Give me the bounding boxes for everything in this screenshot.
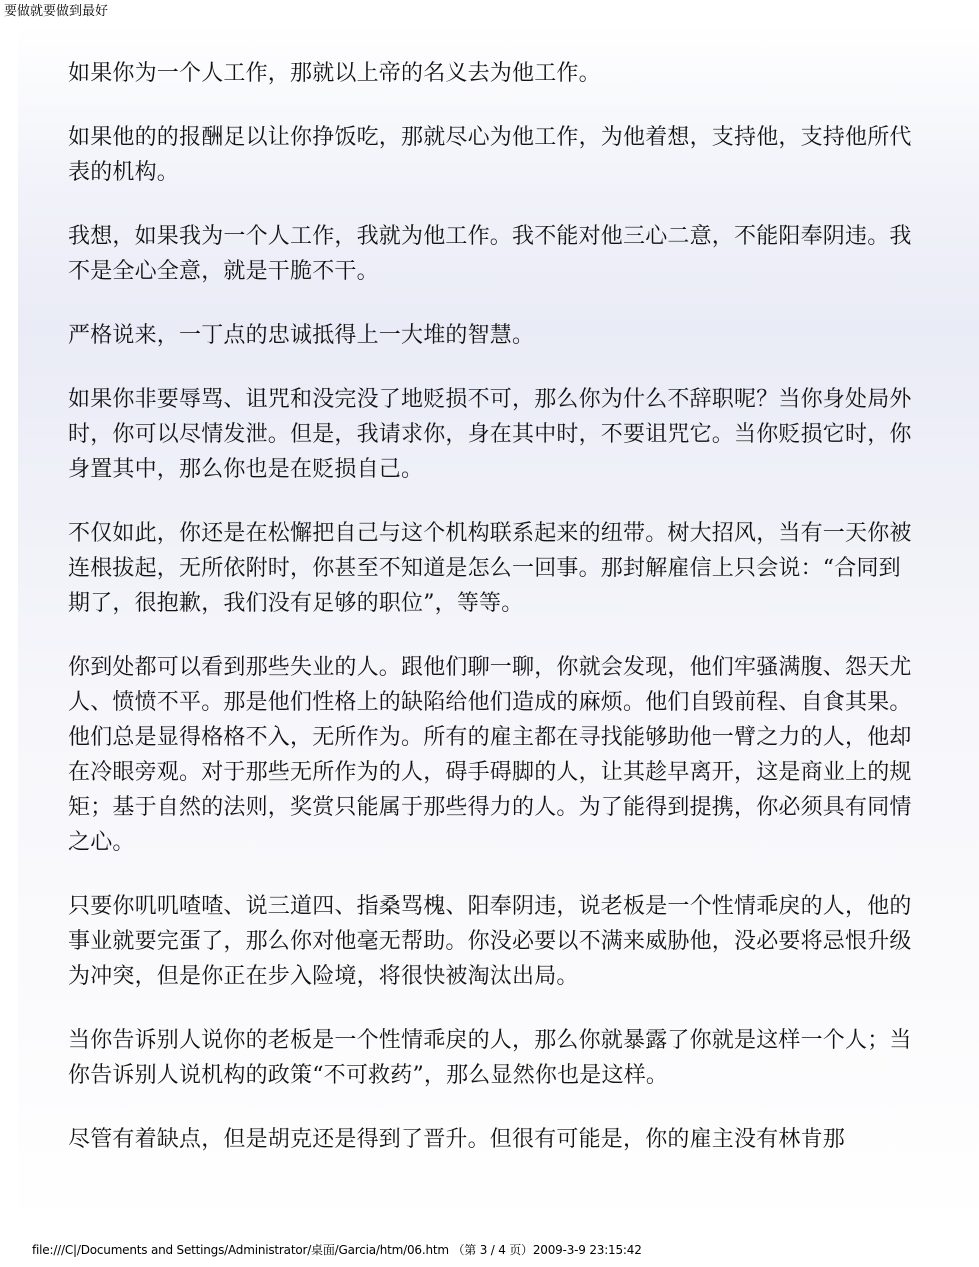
paragraph: 严格说来，一丁点的忠诚抵得上一大堆的智慧。 — [68, 323, 535, 348]
article-body — [68, 56, 913, 1186]
paragraph: 如果你为一个人工作，那就以上帝的名义去为他工作。 — [68, 61, 601, 86]
page-header-title: 要做就要做到最好 — [4, 4, 109, 19]
paragraph: 只要你叽叽喳喳、说三道四、指桑骂槐、阳奉阴违，说老板是一个性情乖戾的人，他的事业就要完蛋了，那么你对他毫无帮助。你没必要以不满来威胁他，没必要将忌恨升级为冲突，但是你正在步入险境，将很快被淘汰出局。 — [68, 894, 912, 989]
paragraph: 我想，如果我为一个人工作，我就为他工作。我不能对他三心二意，不能阳奉阴违。我不是全心全意，就是干脆不干。 — [68, 224, 912, 284]
paragraph: 你到处都可以看到那些失业的人。跟他们聊一聊，你就会发现，他们牢骚满腹、怨天尤人、愤愤不平。那是他们性格上的缺陷给他们造成的麻烦。他们自毁前程、自食其果。他们总是显得格格不入，无所作为。所有的雇主都在寻找能够助他一臂之力的人，他却在冷眼旁观。对于那些无所作为的人，碍手碍脚的人，让其趁早离开，这是商业上的规矩；基于自然的法则，奖赏只能属于那些得力的人。为了能得到提携，你必须具有同情之心。 — [68, 655, 912, 855]
paragraph: 如果你非要辱骂、诅咒和没完没了地贬损不可，那么你为什么不辞职呢？当你身处局外时，你可以尽情发泄。但是，我请求你，身在其中时，不要诅咒它。当你贬损它时，你身置其中，那么你也是在贬损自己。 — [68, 387, 912, 482]
paragraph: 当你告诉别人说你的老板是一个性情乖戾的人，那么你就暴露了你就是这样一个人；当你告诉别人说机构的政策“不可救药”，那么显然你也是这样。 — [68, 1028, 912, 1088]
page-footer-url: file:///C|/Documents and Settings/Administrator/桌面/Garcia/htm/06.htm （第 3 / 4 页）2009-3-9 23:15:42 — [32, 1243, 642, 1257]
paragraph: 尽管有着缺点，但是胡克还是得到了晋升。但很有可能是，你的雇主没有林肯那 — [68, 1127, 846, 1152]
paragraph: 如果他的的报酬足以让你挣饭吃，那就尽心为他工作，为他着想，支持他，支持他所代表的机构。 — [68, 125, 912, 185]
paragraph: 不仅如此，你还是在松懈把自己与这个机构联系起来的纽带。树大招风，当有一天你被连根拔起，无所依附时，你甚至不知道是怎么一回事。那封解雇信上只会说：“合同到期了，很抱歉，我们没有足够的职位”，等等。 — [68, 521, 912, 616]
